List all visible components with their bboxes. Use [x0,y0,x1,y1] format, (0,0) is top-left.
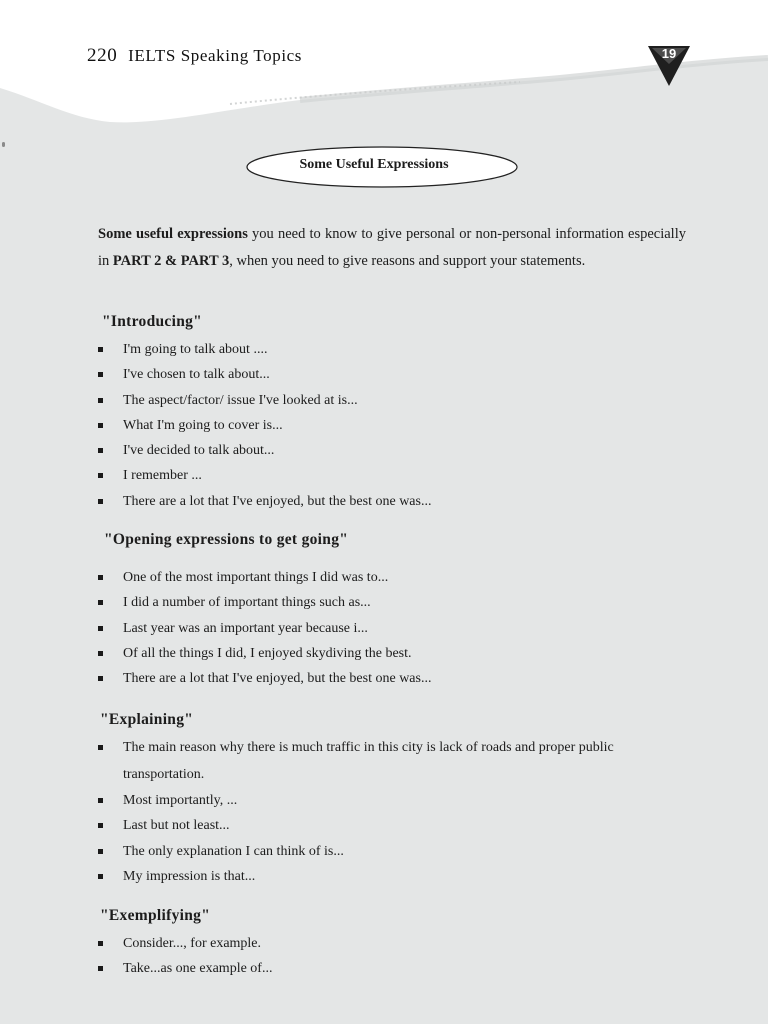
list-item [98,463,431,488]
item-text: I remember ... [123,468,202,484]
item-text: There are a lot that I've enjoyed, but the best one was... [123,671,432,687]
bullet-icon [98,600,103,605]
page-number: 220 [87,45,118,66]
list-item [98,590,431,615]
list-exemplifying [98,931,272,982]
item-text: Most importantly, ... [123,793,238,808]
list-item [98,413,431,438]
list-item [98,641,431,666]
running-title: IELTS Speaking Topics [128,46,303,65]
bullet-icon [98,745,103,750]
bullet-icon [98,626,103,631]
list-item [98,813,690,838]
bullet-icon [98,798,103,803]
list-item [98,337,431,362]
item-text: I'm going to talk about .... [123,342,268,357]
bullet-icon [98,448,103,453]
list-item [98,734,690,788]
heading-introducing: "Introducing" [102,313,203,330]
bullet-icon [98,874,103,879]
list-item [98,931,272,956]
item-text: My impression is that... [123,868,256,884]
item-text: Last year was an important year because i... [123,620,368,636]
chapter-number: 19 [661,46,677,61]
section-title: Some Useful Expressions [299,157,449,172]
bullet-icon [98,499,103,504]
item-text: The main reason why there is much traffic in this city is lack of roads and proper public transportation. [123,740,614,782]
intro-text-2: , when you need to give reasons and support your statements. [229,252,586,269]
list-item [98,788,690,813]
item-text: I've chosen to talk about... [123,367,270,383]
item-text: I did a number of important things such as... [123,595,371,611]
intro-parts: PART 2 & PART 3 [112,252,230,269]
bullet-icon [98,966,103,971]
bullet-icon [98,423,103,428]
bullet-icon [98,849,103,854]
list-item [98,956,272,981]
list-item [98,489,431,514]
list-item [98,616,431,641]
intro-text-1: you need to know to give personal or non-personal information especially in [98,226,686,269]
item-text: Consider..., for example. [123,936,262,951]
bullet-icon [98,941,103,946]
item-text: Of all the things I did, I enjoyed skydiving the best. [123,645,412,661]
item-text: Last but not least... [123,818,230,834]
list-opening-expressions [98,565,431,691]
list-item [98,839,690,864]
list-explaining [98,734,690,889]
bullet-icon [98,575,103,580]
item-text: There are a lot that I've enjoyed, but the best one was... [123,493,432,509]
item-text: What I'm going to cover is... [123,417,283,433]
heading-explaining: "Explaining" [100,711,194,728]
intro-paragraph [98,221,686,274]
bullet-icon [98,676,103,681]
item-text: The aspect/factor/ issue I've looked at is... [123,392,358,408]
running-head [87,45,302,67]
list-item [98,362,431,387]
list-item [98,388,431,413]
bullet-icon [98,651,103,656]
heading-exemplifying: "Exemplifying" [100,907,211,924]
list-item [98,438,431,463]
list-item [98,864,690,889]
bullet-icon [98,398,103,403]
bullet-icon [98,347,103,352]
heading-opening-expressions: "Opening expressions to get going" [104,531,349,548]
bullet-icon [98,372,103,377]
intro-lead: Some useful expressions [98,226,248,242]
list-item [98,565,431,590]
item-text: I've decided to talk about... [123,443,275,459]
scan-speck [2,142,5,147]
list-item [98,666,431,691]
bullet-icon [98,473,103,478]
list-introducing [98,337,431,514]
bullet-icon [98,823,103,828]
item-text: One of the most important things I did was to... [123,570,389,585]
item-text: The only explanation I can think of is... [123,843,344,859]
item-text: Take...as one example of... [123,961,273,977]
